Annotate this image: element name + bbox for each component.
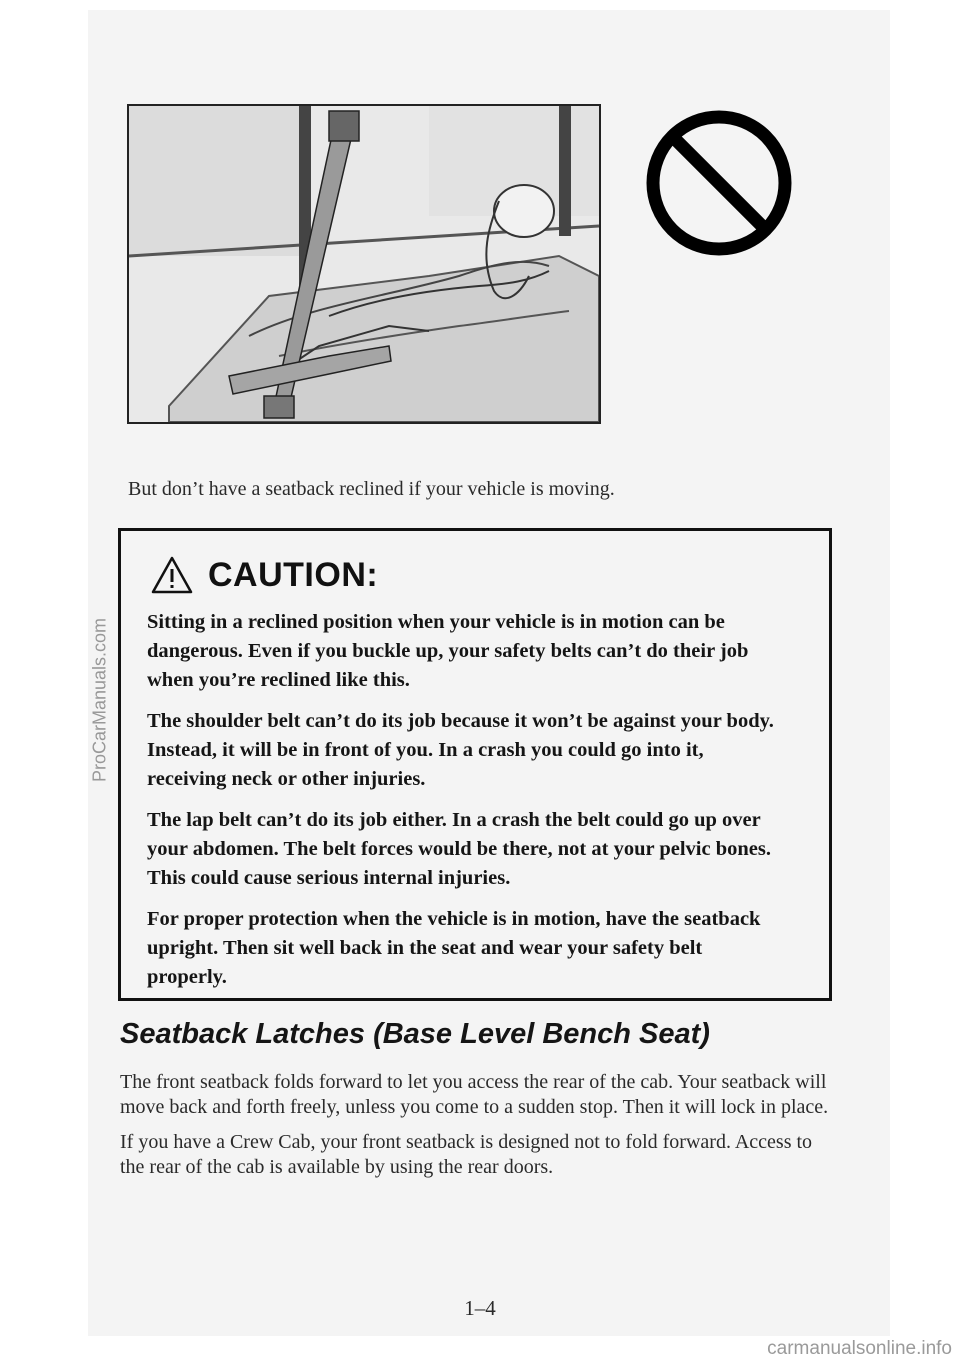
- body-paragraph: If you have a Crew Cab, your front seatback is designed not to fold forward. Access to the rear of the cab is available by using the rear doors.: [120, 1131, 813, 1178]
- section-body: [120, 1070, 840, 1190]
- side-watermark: ProCarManuals.com: [89, 617, 110, 783]
- caution-body: [147, 608, 787, 1004]
- warning-triangle-icon: [150, 555, 194, 595]
- caution-paragraph: The shoulder belt can’t do its job because it won’t be against your body. Instead, it will be in front of you. In a crash you could go into it, receiving neck or other injuries.: [147, 710, 774, 790]
- illustration-caption: But don’t have a seatback reclined if your vehicle is moving.: [128, 478, 615, 500]
- body-paragraph: The front seatback folds forward to let you access the rear of the cab. Your seatback will move back and forth freely, unless you come to a sudden stop. Then it will lock in place.: [120, 1071, 829, 1118]
- bottom-watermark: carmanualsonline.info: [767, 1338, 952, 1359]
- section-heading: Seatback Latches (Base Level Bench Seat): [120, 1018, 710, 1050]
- caution-header: [150, 550, 378, 600]
- prohibition-icon: [643, 107, 795, 259]
- caution-title: CAUTION:: [208, 555, 379, 594]
- caution-paragraph: The lap belt can’t do its job either. In a crash the belt could go up over your abdomen. The belt forces would be there, not at your pelvic bones. This could cause serious internal injuries.: [147, 809, 771, 889]
- page-number: 1–4: [464, 1296, 496, 1320]
- reclined-passenger-illustration: [127, 104, 601, 424]
- caution-paragraph: Sitting in a reclined position when your vehicle is in motion can be dangerous. Even if you buckle up, your safety belts can’t do their job when you’re reclined like this.: [147, 611, 749, 691]
- caution-paragraph: For proper protection when the vehicle is in motion, have the seatback upright. Then sit well back in the seat and wear your safety belt properly.: [147, 908, 761, 988]
